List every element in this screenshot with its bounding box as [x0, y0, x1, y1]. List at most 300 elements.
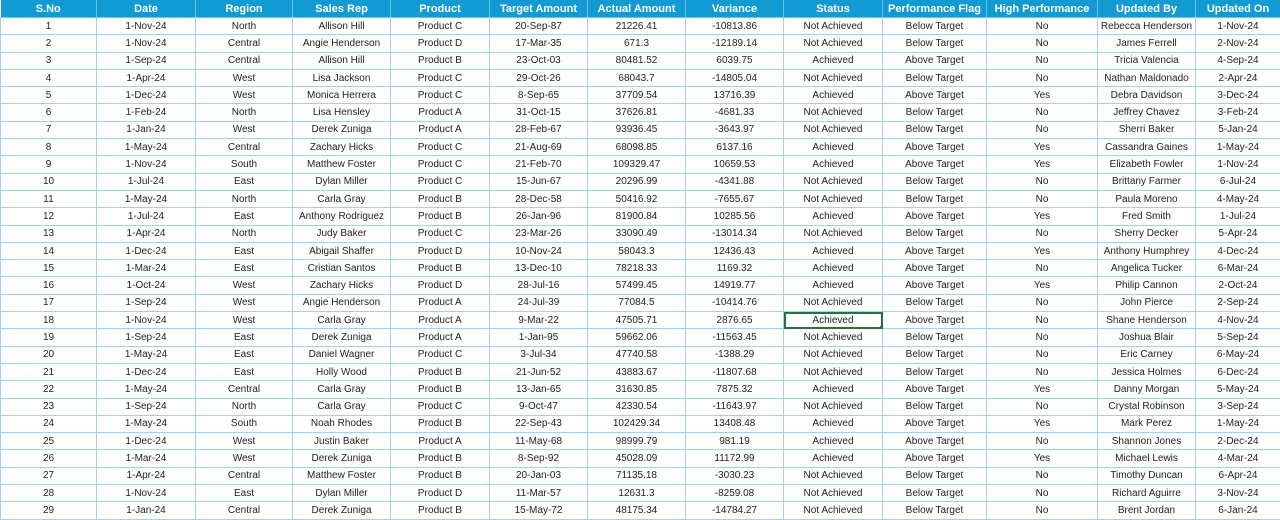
cell-variance[interactable]: -7655.67 — [686, 190, 784, 207]
cell-updated-by[interactable]: Danny Morgan — [1098, 381, 1196, 398]
cell-date[interactable]: 1-May-24 — [97, 190, 196, 207]
cell-sno[interactable]: 6 — [1, 104, 97, 121]
cell-performance-flag[interactable]: Below Target — [883, 329, 987, 346]
cell-target-amount[interactable]: 13-Dec-10 — [490, 260, 588, 277]
cell-target-amount[interactable]: 3-Jul-34 — [490, 346, 588, 363]
cell-updated-on[interactable]: 4-Nov-24 — [1196, 312, 1280, 329]
cell-high-performance[interactable]: No — [987, 35, 1098, 52]
cell-sales-rep[interactable]: Angie Henderson — [293, 294, 391, 311]
cell-target-amount[interactable]: 24-Jul-39 — [490, 294, 588, 311]
cell-target-amount[interactable]: 29-Oct-26 — [490, 69, 588, 86]
column-header-target-amount[interactable]: Target Amount — [490, 0, 588, 18]
cell-actual-amount[interactable]: 43883.67 — [588, 363, 686, 380]
cell-high-performance[interactable]: No — [987, 502, 1098, 519]
cell-date[interactable]: 1-Nov-24 — [97, 156, 196, 173]
cell-updated-by[interactable]: Brittany Farmer — [1098, 173, 1196, 190]
cell-sno[interactable]: 21 — [1, 363, 97, 380]
cell-sales-rep[interactable]: Allison Hill — [293, 18, 391, 35]
cell-variance[interactable]: 13716.39 — [686, 87, 784, 104]
cell-variance[interactable]: -3643.97 — [686, 121, 784, 138]
cell-sno[interactable]: 26 — [1, 450, 97, 467]
cell-performance-flag[interactable]: Above Target — [883, 433, 987, 450]
cell-updated-by[interactable]: Elizabeth Fowler — [1098, 156, 1196, 173]
cell-updated-on[interactable]: 5-May-24 — [1196, 381, 1280, 398]
cell-sno[interactable]: 24 — [1, 415, 97, 432]
cell-sno[interactable]: 8 — [1, 139, 97, 156]
cell-date[interactable]: 1-May-24 — [97, 346, 196, 363]
cell-status[interactable]: Achieved — [784, 52, 883, 69]
cell-sno[interactable]: 1 — [1, 18, 97, 35]
cell-date[interactable]: 1-Jul-24 — [97, 173, 196, 190]
cell-date[interactable]: 1-Nov-24 — [97, 18, 196, 35]
cell-updated-on[interactable]: 3-Nov-24 — [1196, 485, 1280, 502]
cell-performance-flag[interactable]: Above Target — [883, 139, 987, 156]
cell-sno[interactable]: 19 — [1, 329, 97, 346]
cell-updated-by[interactable]: Eric Carney — [1098, 346, 1196, 363]
cell-updated-by[interactable]: Jessica Holmes — [1098, 363, 1196, 380]
cell-actual-amount[interactable]: 31630.85 — [588, 381, 686, 398]
cell-updated-on[interactable]: 2-Apr-24 — [1196, 69, 1280, 86]
cell-region[interactable]: West — [196, 433, 293, 450]
cell-high-performance[interactable]: No — [987, 260, 1098, 277]
cell-status[interactable]: Achieved — [784, 260, 883, 277]
cell-region[interactable]: East — [196, 363, 293, 380]
cell-sales-rep[interactable]: Judy Baker — [293, 225, 391, 242]
cell-target-amount[interactable]: 23-Oct-03 — [490, 52, 588, 69]
cell-date[interactable]: 1-May-24 — [97, 415, 196, 432]
cell-date[interactable]: 1-Apr-24 — [97, 69, 196, 86]
cell-actual-amount[interactable]: 98999.79 — [588, 433, 686, 450]
cell-region[interactable]: Central — [196, 52, 293, 69]
cell-variance[interactable]: 10659.53 — [686, 156, 784, 173]
cell-actual-amount[interactable]: 71135.18 — [588, 467, 686, 484]
cell-sales-rep[interactable]: Derek Zuniga — [293, 450, 391, 467]
cell-actual-amount[interactable]: 68043.7 — [588, 69, 686, 86]
cell-high-performance[interactable]: No — [987, 294, 1098, 311]
cell-updated-on[interactable]: 6-May-24 — [1196, 346, 1280, 363]
cell-variance[interactable]: 2876.65 — [686, 312, 784, 329]
cell-updated-on[interactable]: 5-Jan-24 — [1196, 121, 1280, 138]
cell-actual-amount[interactable]: 37626.81 — [588, 104, 686, 121]
cell-region[interactable]: North — [196, 398, 293, 415]
column-header-updated-by[interactable]: Updated By — [1098, 0, 1196, 18]
cell-status[interactable]: Not Achieved — [784, 190, 883, 207]
cell-sno[interactable]: 20 — [1, 346, 97, 363]
cell-actual-amount[interactable]: 45028.09 — [588, 450, 686, 467]
cell-high-performance[interactable]: No — [987, 69, 1098, 86]
cell-region[interactable]: East — [196, 329, 293, 346]
cell-product[interactable]: Product D — [391, 277, 490, 294]
cell-target-amount[interactable]: 22-Sep-43 — [490, 415, 588, 432]
cell-performance-flag[interactable]: Below Target — [883, 173, 987, 190]
cell-sales-rep[interactable]: Monica Herrera — [293, 87, 391, 104]
cell-status[interactable]: Achieved — [784, 139, 883, 156]
cell-product[interactable]: Product B — [391, 190, 490, 207]
cell-product[interactable]: Product C — [391, 139, 490, 156]
cell-target-amount[interactable]: 10-Nov-24 — [490, 242, 588, 259]
cell-updated-on[interactable]: 6-Dec-24 — [1196, 363, 1280, 380]
cell-date[interactable]: 1-Sep-24 — [97, 294, 196, 311]
cell-high-performance[interactable]: Yes — [987, 208, 1098, 225]
cell-sales-rep[interactable]: Daniel Wagner — [293, 346, 391, 363]
cell-variance[interactable]: -1388.29 — [686, 346, 784, 363]
column-header-region[interactable]: Region — [196, 0, 293, 18]
cell-updated-on[interactable]: 3-Sep-24 — [1196, 398, 1280, 415]
cell-high-performance[interactable]: No — [987, 485, 1098, 502]
cell-actual-amount[interactable]: 33090.49 — [588, 225, 686, 242]
cell-performance-flag[interactable]: Below Target — [883, 121, 987, 138]
cell-target-amount[interactable]: 11-Mar-57 — [490, 485, 588, 502]
cell-status[interactable]: Not Achieved — [784, 346, 883, 363]
cell-updated-on[interactable]: 4-Dec-24 — [1196, 242, 1280, 259]
cell-updated-on[interactable]: 2-Nov-24 — [1196, 35, 1280, 52]
cell-date[interactable]: 1-Apr-24 — [97, 225, 196, 242]
cell-target-amount[interactable]: 11-May-68 — [490, 433, 588, 450]
cell-target-amount[interactable]: 1-Jan-95 — [490, 329, 588, 346]
cell-region[interactable]: East — [196, 208, 293, 225]
cell-status[interactable]: Not Achieved — [784, 35, 883, 52]
cell-actual-amount[interactable]: 78218.33 — [588, 260, 686, 277]
cell-performance-flag[interactable]: Below Target — [883, 190, 987, 207]
cell-date[interactable]: 1-Sep-24 — [97, 52, 196, 69]
cell-product[interactable]: Product B — [391, 260, 490, 277]
cell-status[interactable]: Not Achieved — [784, 485, 883, 502]
cell-actual-amount[interactable]: 77084.5 — [588, 294, 686, 311]
cell-performance-flag[interactable]: Below Target — [883, 502, 987, 519]
column-header-sales-rep[interactable]: Sales Rep — [293, 0, 391, 18]
cell-updated-by[interactable]: Shane Henderson — [1098, 312, 1196, 329]
cell-updated-on[interactable]: 2-Oct-24 — [1196, 277, 1280, 294]
cell-variance[interactable]: -10813.86 — [686, 18, 784, 35]
cell-high-performance[interactable]: Yes — [987, 415, 1098, 432]
column-header-date[interactable]: Date — [97, 0, 196, 18]
cell-status[interactable]: Achieved — [784, 450, 883, 467]
cell-actual-amount[interactable]: 47740.58 — [588, 346, 686, 363]
column-header-status[interactable]: Status — [784, 0, 883, 18]
cell-updated-by[interactable]: John Pierce — [1098, 294, 1196, 311]
cell-date[interactable]: 1-Nov-24 — [97, 485, 196, 502]
cell-high-performance[interactable]: Yes — [987, 156, 1098, 173]
cell-updated-by[interactable]: Sherri Baker — [1098, 121, 1196, 138]
cell-sno[interactable]: 13 — [1, 225, 97, 242]
cell-sales-rep[interactable]: Abigail Shaffer — [293, 242, 391, 259]
cell-status[interactable]: Not Achieved — [784, 294, 883, 311]
cell-date[interactable]: 1-Mar-24 — [97, 260, 196, 277]
cell-high-performance[interactable]: No — [987, 225, 1098, 242]
cell-region[interactable]: South — [196, 415, 293, 432]
cell-status[interactable]: Not Achieved — [784, 467, 883, 484]
cell-updated-by[interactable]: Anthony Humphrey — [1098, 242, 1196, 259]
cell-target-amount[interactable]: 15-May-72 — [490, 502, 588, 519]
cell-performance-flag[interactable]: Below Target — [883, 363, 987, 380]
cell-sales-rep[interactable]: Zachary Hicks — [293, 277, 391, 294]
cell-actual-amount[interactable]: 48175.34 — [588, 502, 686, 519]
cell-status[interactable]: Not Achieved — [784, 104, 883, 121]
cell-product[interactable]: Product A — [391, 433, 490, 450]
cell-date[interactable]: 1-May-24 — [97, 381, 196, 398]
cell-sno[interactable]: 28 — [1, 485, 97, 502]
cell-updated-by[interactable]: Angelica Tucker — [1098, 260, 1196, 277]
cell-sales-rep[interactable]: Dylan Miller — [293, 485, 391, 502]
cell-sales-rep[interactable]: Carla Gray — [293, 190, 391, 207]
cell-high-performance[interactable]: No — [987, 190, 1098, 207]
cell-variance[interactable]: 13408.48 — [686, 415, 784, 432]
cell-status[interactable]: Achieved — [784, 433, 883, 450]
cell-sales-rep[interactable]: Carla Gray — [293, 312, 391, 329]
cell-high-performance[interactable]: No — [987, 52, 1098, 69]
cell-status[interactable]: Not Achieved — [784, 329, 883, 346]
cell-status[interactable]: Achieved — [784, 415, 883, 432]
cell-region[interactable]: North — [196, 104, 293, 121]
cell-updated-on[interactable]: 6-Mar-24 — [1196, 260, 1280, 277]
cell-actual-amount[interactable]: 671.3 — [588, 35, 686, 52]
cell-target-amount[interactable]: 31-Oct-15 — [490, 104, 588, 121]
cell-updated-on[interactable]: 6-Jan-24 — [1196, 502, 1280, 519]
cell-high-performance[interactable]: No — [987, 346, 1098, 363]
cell-variance[interactable]: -4341.88 — [686, 173, 784, 190]
cell-date[interactable]: 1-Sep-24 — [97, 398, 196, 415]
cell-updated-by[interactable]: Richard Aguirre — [1098, 485, 1196, 502]
cell-high-performance[interactable]: Yes — [987, 87, 1098, 104]
cell-updated-by[interactable]: Tricia Valencia — [1098, 52, 1196, 69]
cell-high-performance[interactable]: No — [987, 312, 1098, 329]
cell-performance-flag[interactable]: Below Target — [883, 104, 987, 121]
cell-target-amount[interactable]: 8-Sep-65 — [490, 87, 588, 104]
cell-sales-rep[interactable]: Angie Henderson — [293, 35, 391, 52]
cell-sno[interactable]: 27 — [1, 467, 97, 484]
cell-status[interactable]: Achieved — [784, 381, 883, 398]
cell-sno[interactable]: 3 — [1, 52, 97, 69]
cell-product[interactable]: Product B — [391, 52, 490, 69]
cell-product[interactable]: Product C — [391, 398, 490, 415]
cell-variance[interactable]: -13014.34 — [686, 225, 784, 242]
cell-updated-by[interactable]: Fred Smith — [1098, 208, 1196, 225]
cell-sno[interactable]: 9 — [1, 156, 97, 173]
cell-sales-rep[interactable]: Allison Hill — [293, 52, 391, 69]
cell-target-amount[interactable]: 15-Jun-67 — [490, 173, 588, 190]
cell-product[interactable]: Product C — [391, 69, 490, 86]
cell-updated-by[interactable]: James Ferrell — [1098, 35, 1196, 52]
cell-region[interactable]: West — [196, 450, 293, 467]
cell-region[interactable]: West — [196, 87, 293, 104]
cell-target-amount[interactable]: 28-Jul-16 — [490, 277, 588, 294]
cell-high-performance[interactable]: Yes — [987, 242, 1098, 259]
cell-variance[interactable]: 7875.32 — [686, 381, 784, 398]
cell-actual-amount[interactable]: 58043.3 — [588, 242, 686, 259]
cell-date[interactable]: 1-Feb-24 — [97, 104, 196, 121]
cell-variance[interactable]: -11807.68 — [686, 363, 784, 380]
cell-product[interactable]: Product C — [391, 225, 490, 242]
cell-variance[interactable]: -14805.04 — [686, 69, 784, 86]
cell-performance-flag[interactable]: Above Target — [883, 450, 987, 467]
cell-date[interactable]: 1-Oct-24 — [97, 277, 196, 294]
cell-sales-rep[interactable]: Matthew Foster — [293, 467, 391, 484]
column-header-actual-amount[interactable]: Actual Amount — [588, 0, 686, 18]
cell-sales-rep[interactable]: Justin Baker — [293, 433, 391, 450]
cell-variance[interactable]: 11172.99 — [686, 450, 784, 467]
cell-product[interactable]: Product A — [391, 312, 490, 329]
cell-updated-on[interactable]: 2-Dec-24 — [1196, 433, 1280, 450]
cell-high-performance[interactable]: No — [987, 329, 1098, 346]
column-header-sno[interactable]: S.No — [1, 0, 97, 18]
cell-sales-rep[interactable]: Lisa Jackson — [293, 69, 391, 86]
cell-date[interactable]: 1-Jan-24 — [97, 502, 196, 519]
cell-high-performance[interactable]: No — [987, 18, 1098, 35]
cell-actual-amount[interactable]: 93936.45 — [588, 121, 686, 138]
cell-updated-on[interactable]: 1-Jul-24 — [1196, 208, 1280, 225]
cell-actual-amount[interactable]: 37709.54 — [588, 87, 686, 104]
cell-performance-flag[interactable]: Below Target — [883, 485, 987, 502]
cell-high-performance[interactable]: No — [987, 104, 1098, 121]
cell-date[interactable]: 1-Apr-24 — [97, 467, 196, 484]
cell-high-performance[interactable]: No — [987, 363, 1098, 380]
selected-cell-status[interactable]: Achieved — [784, 312, 883, 329]
cell-variance[interactable]: -14784.27 — [686, 502, 784, 519]
cell-performance-flag[interactable]: Above Target — [883, 52, 987, 69]
cell-variance[interactable]: -3030.23 — [686, 467, 784, 484]
cell-target-amount[interactable]: 26-Jan-96 — [490, 208, 588, 225]
cell-updated-on[interactable]: 1-May-24 — [1196, 415, 1280, 432]
cell-updated-on[interactable]: 6-Apr-24 — [1196, 467, 1280, 484]
cell-region[interactable]: East — [196, 346, 293, 363]
cell-variance[interactable]: 12436.43 — [686, 242, 784, 259]
cell-performance-flag[interactable]: Above Target — [883, 242, 987, 259]
cell-date[interactable]: 1-Jul-24 — [97, 208, 196, 225]
cell-region[interactable]: South — [196, 156, 293, 173]
cell-updated-by[interactable]: Paula Moreno — [1098, 190, 1196, 207]
cell-actual-amount[interactable]: 80481.52 — [588, 52, 686, 69]
cell-variance[interactable]: 6039.75 — [686, 52, 784, 69]
cell-sales-rep[interactable]: Dylan Miller — [293, 173, 391, 190]
cell-updated-by[interactable]: Nathan Maldonado — [1098, 69, 1196, 86]
cell-updated-on[interactable]: 3-Feb-24 — [1196, 104, 1280, 121]
cell-sno[interactable]: 14 — [1, 242, 97, 259]
cell-performance-flag[interactable]: Above Target — [883, 312, 987, 329]
cell-variance[interactable]: 1169.32 — [686, 260, 784, 277]
cell-date[interactable]: 1-Mar-24 — [97, 450, 196, 467]
cell-performance-flag[interactable]: Below Target — [883, 398, 987, 415]
column-header-high-performance[interactable]: High Performance — [987, 0, 1098, 18]
cell-actual-amount[interactable]: 109329.47 — [588, 156, 686, 173]
cell-date[interactable]: 1-Dec-24 — [97, 242, 196, 259]
cell-variance[interactable]: -8259.08 — [686, 485, 784, 502]
cell-updated-on[interactable]: 4-Mar-24 — [1196, 450, 1280, 467]
cell-performance-flag[interactable]: Above Target — [883, 208, 987, 225]
cell-product[interactable]: Product D — [391, 242, 490, 259]
cell-updated-by[interactable]: Philip Cannon — [1098, 277, 1196, 294]
cell-actual-amount[interactable]: 12631.3 — [588, 485, 686, 502]
cell-performance-flag[interactable]: Above Target — [883, 87, 987, 104]
cell-region[interactable]: East — [196, 260, 293, 277]
cell-sales-rep[interactable]: Lisa Hensley — [293, 104, 391, 121]
cell-product[interactable]: Product B — [391, 208, 490, 225]
cell-variance[interactable]: 10285.56 — [686, 208, 784, 225]
cell-target-amount[interactable]: 28-Dec-58 — [490, 190, 588, 207]
cell-status[interactable]: Achieved — [784, 156, 883, 173]
cell-product[interactable]: Product B — [391, 363, 490, 380]
cell-product[interactable]: Product C — [391, 346, 490, 363]
cell-updated-on[interactable]: 4-May-24 — [1196, 190, 1280, 207]
cell-date[interactable]: 1-Dec-24 — [97, 87, 196, 104]
cell-sno[interactable]: 11 — [1, 190, 97, 207]
cell-performance-flag[interactable]: Above Target — [883, 277, 987, 294]
cell-sales-rep[interactable]: Zachary Hicks — [293, 139, 391, 156]
cell-performance-flag[interactable]: Above Target — [883, 260, 987, 277]
cell-sno[interactable]: 17 — [1, 294, 97, 311]
cell-updated-by[interactable]: Joshua Blair — [1098, 329, 1196, 346]
cell-variance[interactable]: -11563.45 — [686, 329, 784, 346]
cell-actual-amount[interactable]: 59662.06 — [588, 329, 686, 346]
cell-status[interactable]: Not Achieved — [784, 502, 883, 519]
cell-updated-by[interactable]: Michael Lewis — [1098, 450, 1196, 467]
cell-performance-flag[interactable]: Below Target — [883, 225, 987, 242]
cell-high-performance[interactable]: No — [987, 433, 1098, 450]
cell-date[interactable]: 1-Nov-24 — [97, 312, 196, 329]
cell-product[interactable]: Product A — [391, 329, 490, 346]
cell-region[interactable]: East — [196, 242, 293, 259]
cell-date[interactable]: 1-Sep-24 — [97, 329, 196, 346]
cell-actual-amount[interactable]: 57499.45 — [588, 277, 686, 294]
cell-product[interactable]: Product D — [391, 35, 490, 52]
cell-target-amount[interactable]: 9-Oct-47 — [490, 398, 588, 415]
cell-updated-on[interactable]: 3-Dec-24 — [1196, 87, 1280, 104]
cell-actual-amount[interactable]: 68098.85 — [588, 139, 686, 156]
cell-region[interactable]: North — [196, 190, 293, 207]
cell-status[interactable]: Achieved — [784, 208, 883, 225]
cell-high-performance[interactable]: Yes — [987, 139, 1098, 156]
cell-updated-on[interactable]: 6-Jul-24 — [1196, 173, 1280, 190]
cell-region[interactable]: North — [196, 225, 293, 242]
cell-sales-rep[interactable]: Carla Gray — [293, 381, 391, 398]
cell-updated-by[interactable]: Jeffrey Chavez — [1098, 104, 1196, 121]
cell-product[interactable]: Product B — [391, 450, 490, 467]
cell-date[interactable]: 1-Jan-24 — [97, 121, 196, 138]
cell-date[interactable]: 1-Dec-24 — [97, 433, 196, 450]
cell-updated-by[interactable]: Crystal Robinson — [1098, 398, 1196, 415]
cell-updated-on[interactable]: 5-Apr-24 — [1196, 225, 1280, 242]
cell-region[interactable]: West — [196, 294, 293, 311]
cell-variance[interactable]: 6137.16 — [686, 139, 784, 156]
cell-region[interactable]: North — [196, 18, 293, 35]
cell-actual-amount[interactable]: 102429.34 — [588, 415, 686, 432]
cell-high-performance[interactable]: No — [987, 173, 1098, 190]
cell-region[interactable]: West — [196, 121, 293, 138]
cell-status[interactable]: Achieved — [784, 242, 883, 259]
cell-date[interactable]: 1-Nov-24 — [97, 35, 196, 52]
cell-target-amount[interactable]: 20-Jan-03 — [490, 467, 588, 484]
cell-product[interactable]: Product D — [391, 485, 490, 502]
cell-updated-on[interactable]: 2-Sep-24 — [1196, 294, 1280, 311]
cell-region[interactable]: Central — [196, 35, 293, 52]
cell-variance[interactable]: -10414.76 — [686, 294, 784, 311]
cell-high-performance[interactable]: No — [987, 398, 1098, 415]
cell-product[interactable]: Product C — [391, 18, 490, 35]
cell-target-amount[interactable]: 21-Aug-69 — [490, 139, 588, 156]
cell-high-performance[interactable]: Yes — [987, 381, 1098, 398]
cell-sno[interactable]: 2 — [1, 35, 97, 52]
cell-sno[interactable]: 7 — [1, 121, 97, 138]
cell-product[interactable]: Product A — [391, 294, 490, 311]
cell-variance[interactable]: 981.19 — [686, 433, 784, 450]
column-header-performance-flag[interactable]: Performance Flag — [883, 0, 987, 18]
cell-target-amount[interactable]: 28-Feb-67 — [490, 121, 588, 138]
cell-sales-rep[interactable]: Holly Wood — [293, 363, 391, 380]
cell-status[interactable]: Not Achieved — [784, 18, 883, 35]
cell-actual-amount[interactable]: 47505.71 — [588, 312, 686, 329]
cell-updated-by[interactable]: Rebecca Henderson — [1098, 18, 1196, 35]
cell-actual-amount[interactable]: 50416.92 — [588, 190, 686, 207]
cell-updated-by[interactable]: Brent Jordan — [1098, 502, 1196, 519]
